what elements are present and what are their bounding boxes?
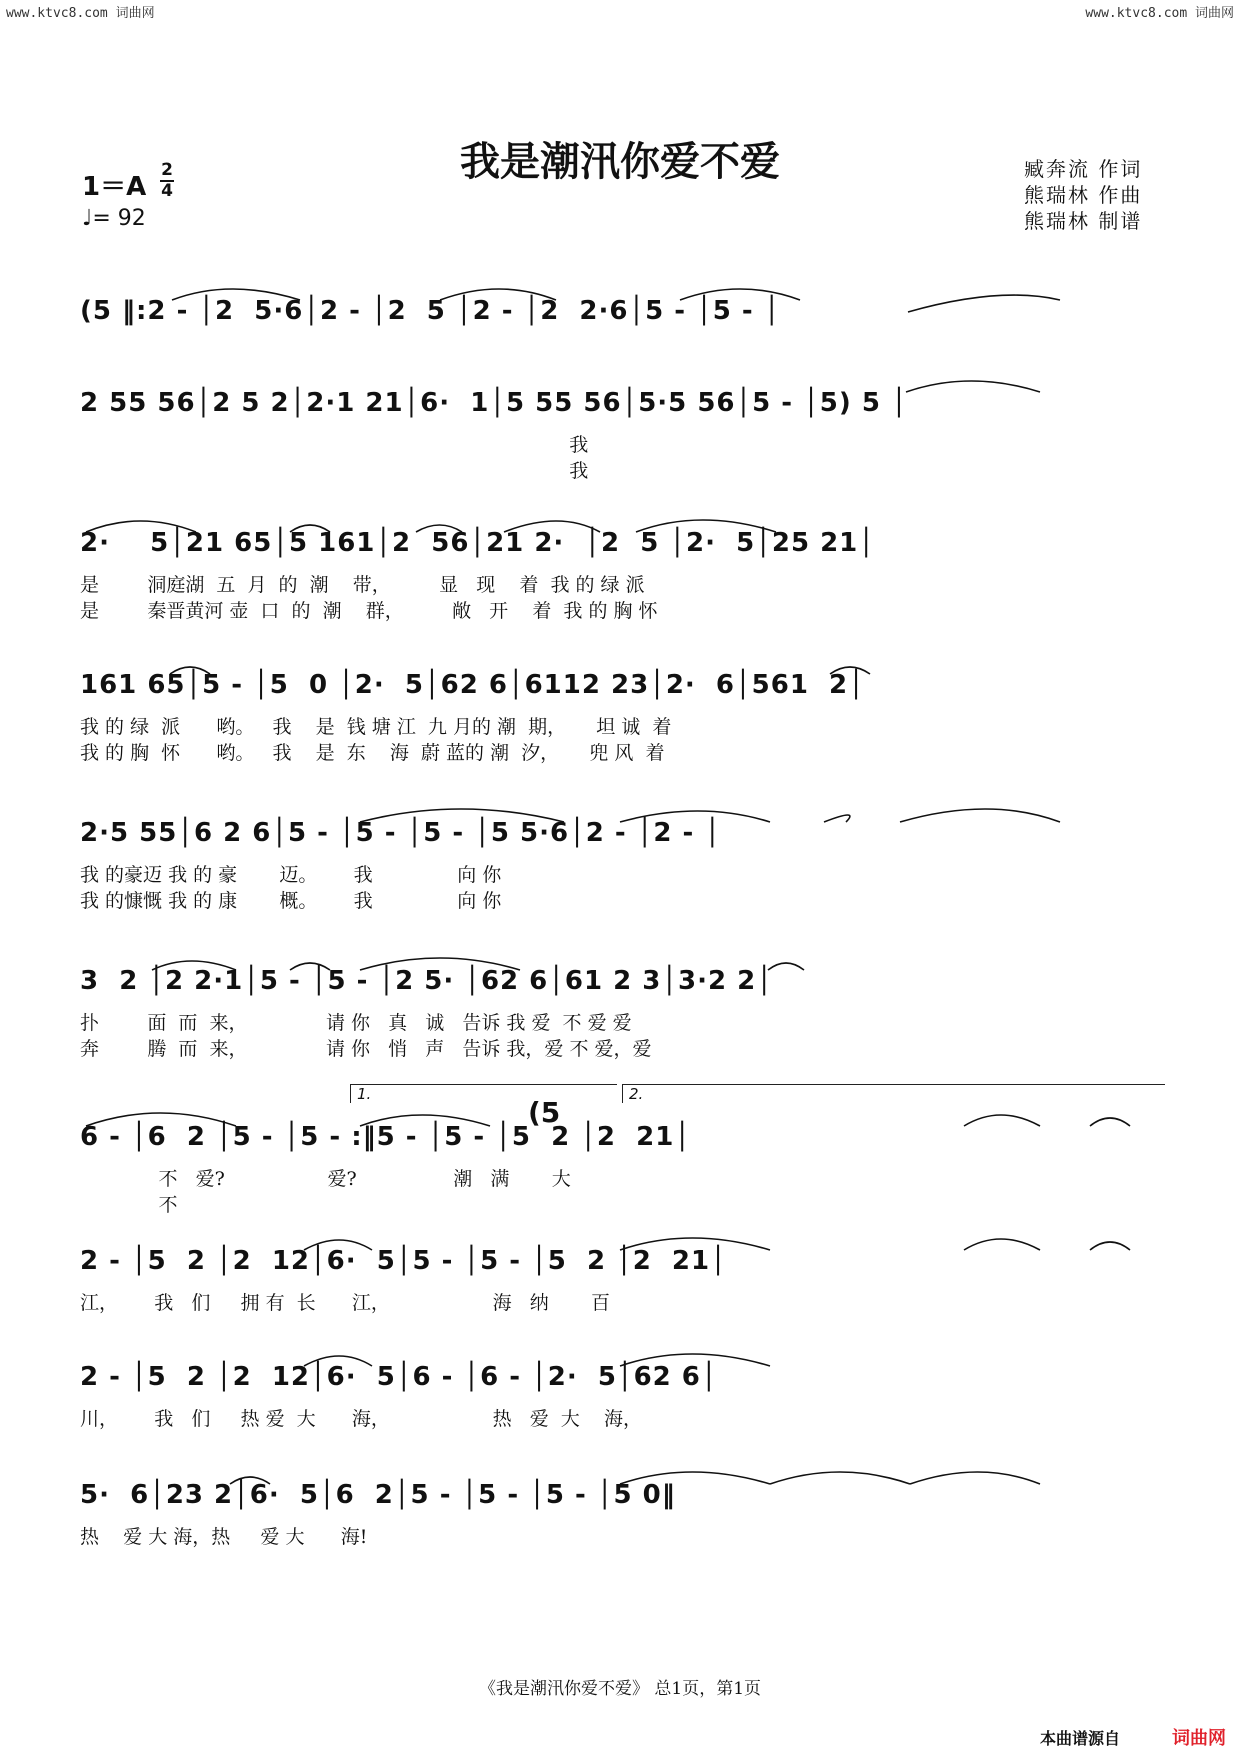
lyricist-credit: 臧奔流 作词 bbox=[1024, 157, 1143, 181]
slur bbox=[360, 809, 564, 822]
lyrics-verse-1: 川， 我 们 热 爱 大 海， 热 爱 大 海， bbox=[80, 1408, 642, 1430]
lyrics-verse-2: 奔 腾 而 来， 请 你 悄 声 告诉 我，爱 不 爱，爱 bbox=[80, 1038, 652, 1060]
slur bbox=[290, 963, 330, 970]
notation-line: 5· 6│23 2│6· 5│6 2│5 - │5 - │5 - │5 0‖ bbox=[80, 1480, 676, 1510]
notation-line: 3 2 │2 2·1│5 - │5 - │2 5· │62 6│61 2 3│3·2 2│ bbox=[80, 966, 773, 996]
slur bbox=[620, 1472, 770, 1484]
composer-credit: 熊瑞林 作曲 bbox=[1024, 183, 1143, 207]
lyrics-verse-2: 我 的慷慨 我 的 康 概。 我 向 你 bbox=[80, 890, 502, 912]
page-footer: 《我是潮汛你爱不爱》 总1页，第1页 bbox=[478, 1679, 762, 1699]
slur bbox=[416, 525, 462, 532]
lyrics-verse-1: 不 爱? 爱? 潮 满 大 bbox=[80, 1168, 571, 1190]
slur bbox=[910, 1472, 1040, 1484]
slur bbox=[504, 521, 600, 532]
tempo-marking: ♩= 92 bbox=[82, 206, 146, 231]
lyrics-verse-2: 不 bbox=[80, 1194, 178, 1216]
lyrics-verse-1: 是 洞庭湖 五 月 的 潮 带， 显 现 着 我 的 绿 派 bbox=[80, 574, 645, 596]
lyrics-verse-1: 江， 我 们 拥 有 长 江， 海 纳 百 bbox=[80, 1292, 610, 1314]
lyrics-verse-2: 我 bbox=[80, 460, 589, 482]
second-ending-label: 2. bbox=[629, 1085, 644, 1103]
slur bbox=[906, 381, 1040, 392]
slur bbox=[360, 1115, 490, 1126]
lyrics-verse-1: 我 bbox=[80, 434, 589, 456]
slur bbox=[964, 1239, 1040, 1250]
slur bbox=[230, 1477, 270, 1484]
slur bbox=[304, 1356, 372, 1366]
time-top: 2 bbox=[161, 160, 173, 180]
slur bbox=[1090, 1242, 1130, 1250]
site-header-right: www.ktvc8.com 词曲网 bbox=[1085, 6, 1234, 21]
slur bbox=[680, 289, 800, 300]
lyrics-verse-1: 我 的豪迈 我 的 豪 迈。 我 向 你 bbox=[80, 864, 502, 886]
notation-line: 161 65│5 - │5 0 │2· 5│62 6│6112 23│2· 6│561 2│ bbox=[80, 670, 865, 700]
song-title: 我是潮汛你爱不爱 bbox=[460, 138, 780, 185]
notation-line: 2· 5│21 65│5 161│2 56│21 2· │2 5 │2· 5│25 21│ bbox=[80, 528, 875, 558]
slur bbox=[620, 811, 770, 822]
notation-line: 2 55 56│2 5 2│2·1 21│6· 1│5 55 56│5·5 56│5 - │5) 5 │ bbox=[80, 388, 908, 418]
slur bbox=[86, 521, 196, 532]
slur bbox=[900, 809, 1060, 822]
source-label: 本曲谱源自 bbox=[1039, 1729, 1120, 1748]
lyrics-verse-1: 热 爱 大 海，热 爱 大 海! bbox=[80, 1526, 368, 1548]
slur bbox=[768, 963, 804, 970]
notation-line: 2 - │5 2 │2 12│6· 5│6 - │6 - │2· 5│62 6│ bbox=[80, 1362, 718, 1392]
slur bbox=[964, 1115, 1040, 1126]
site-header-left: www.ktvc8.com 词曲网 bbox=[6, 6, 155, 21]
time-bottom: 4 bbox=[161, 181, 173, 201]
first-ending-note: (5 bbox=[528, 1096, 561, 1129]
slur bbox=[636, 520, 776, 532]
slur bbox=[290, 525, 330, 532]
slur bbox=[440, 289, 556, 300]
notation-line: 6 - │6 2 │5 - │5 - :‖5 - │5 - │5 2 │2 21│ bbox=[80, 1122, 691, 1152]
lyrics-verse-1: 我 的 绿 派 哟。 我 是 钱 塘 江 九 月的 潮 期， 坦 诚 着 bbox=[80, 716, 672, 738]
slur bbox=[908, 295, 1060, 312]
lyrics-verse-2: 是 秦晋黄河 壶 口 的 潮 群， 敞 开 着 我 的 胸 怀 bbox=[80, 600, 658, 622]
brand-logo: 词曲网 bbox=[1172, 1728, 1226, 1749]
slur bbox=[304, 1240, 372, 1250]
notation-line: 2 - │5 2 │2 12│6· 5│5 - │5 - │5 2 │2 21│ bbox=[80, 1246, 727, 1276]
slur bbox=[86, 1113, 236, 1126]
first-ending-label: 1. bbox=[357, 1085, 372, 1103]
slur bbox=[620, 1238, 770, 1250]
lyrics-verse-1: 扑 面 而 来， 请 你 真 诚 告诉 我 爱 不 爱 爱 bbox=[80, 1012, 632, 1034]
notation-line: (5 ‖:2 - │2 5·6│2 - │2 5 │2 - │2 2·6│5 - │5 - │ bbox=[80, 296, 781, 326]
slur bbox=[770, 1472, 910, 1484]
slur bbox=[172, 289, 300, 300]
slur bbox=[152, 961, 236, 970]
slur bbox=[1090, 1118, 1130, 1126]
notation-line: 2·5 55│6 2 6│5 - │5 - │5 - │5 5·6│2 - │2 - │ bbox=[80, 818, 722, 848]
slur bbox=[824, 815, 850, 822]
slur bbox=[360, 958, 520, 970]
slur bbox=[170, 667, 210, 674]
slur bbox=[830, 667, 870, 674]
lyrics-verse-2: 我 的 胸 怀 哟。 我 是 东 海 蔚 蓝的 潮 汐， 兜 风 着 bbox=[80, 742, 665, 764]
key-label: 1＝A bbox=[82, 172, 147, 202]
transcriber-credit: 熊瑞林 制谱 bbox=[1024, 209, 1143, 233]
slur bbox=[620, 1354, 770, 1366]
